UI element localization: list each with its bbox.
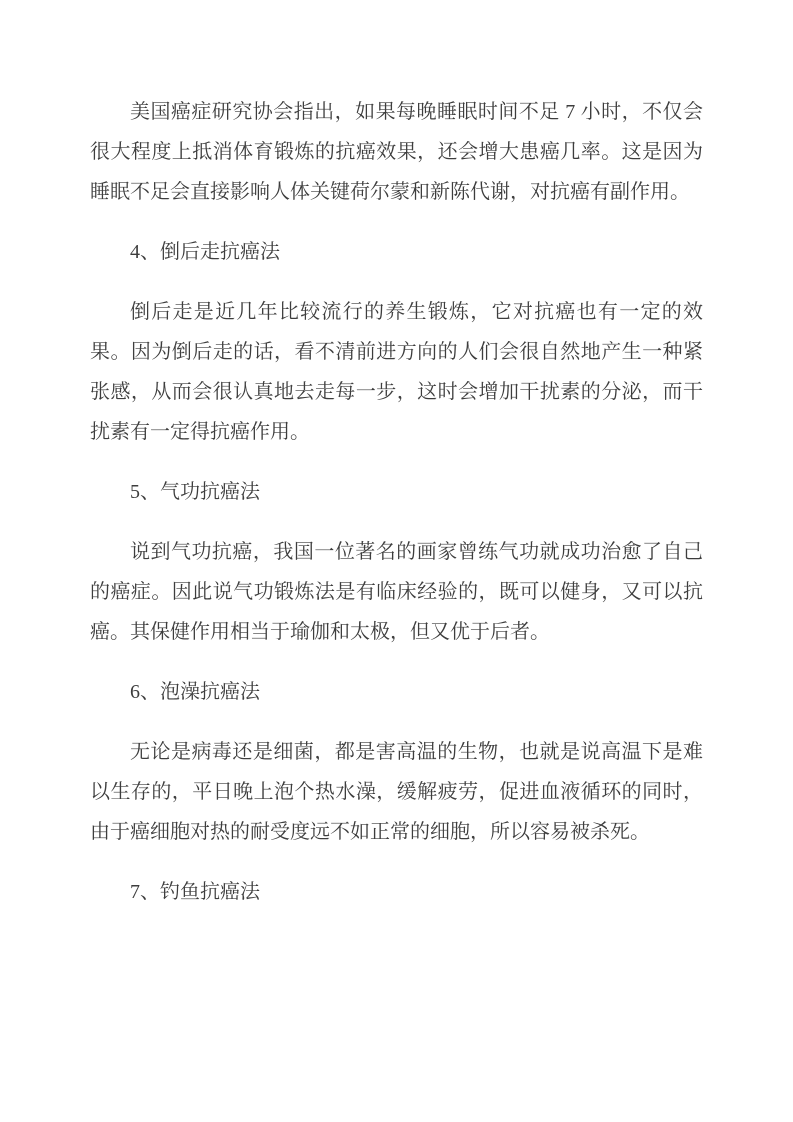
heading-fishing-method: 7、钓鱼抗癌法	[130, 881, 260, 903]
heading-backward-walking-method: 4、倒后走抗癌法	[130, 241, 280, 263]
paragraph-qigong: 说到气功抗癌，我国一位著名的画家曾练气功就成功治愈了自己的癌症。因此说气功锻炼法是有临床经验的，既可以健身，又可以抗癌。其保健作用相当于瑜伽和太极，但又优于后者。	[90, 541, 703, 643]
paragraph-backward-walking: 倒后走是近几年比较流行的养生锻炼，它对抗癌也有一定的效果。因为倒后走的话，看不清前进方向的人们会很自然地产生一种紧张感，从而会很认真地去走每一步，这时会增加干扰素的分泌，而干扰素有一定得抗癌作用。	[90, 301, 703, 443]
heading-bathing-method: 6、泡澡抗癌法	[130, 681, 260, 703]
paragraph-sleep-anticancer: 美国癌症研究协会指出，如果每晚睡眠时间不足 7 小时，不仅会很大程度上抵消体育锻炼的抗癌效果，还会增大患癌几率。这是因为睡眠不足会直接影响人体关键荷尔蒙和新陈代谢，对抗癌有副作用。	[90, 101, 703, 203]
paragraph-bathing: 无论是病毒还是细菌，都是害高温的生物，也就是说高温下是难以生存的，平日晚上泡个热水澡，缓解疲劳，促进血液循环的同时，由于癌细胞对热的耐受度远不如正常的细胞，所以容易被杀死。	[90, 741, 703, 843]
document-body	[90, 92, 703, 912]
heading-qigong-method: 5、气功抗癌法	[130, 481, 260, 503]
